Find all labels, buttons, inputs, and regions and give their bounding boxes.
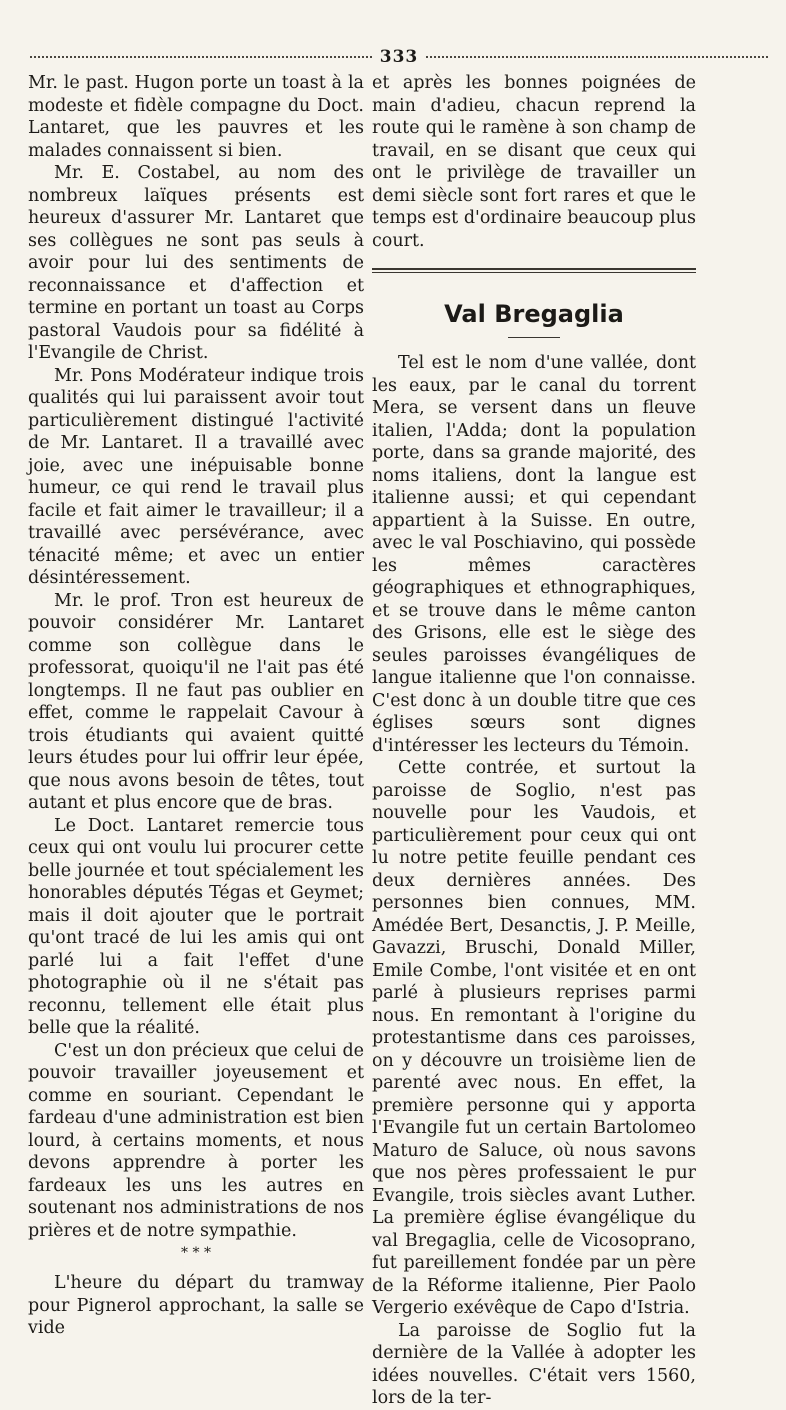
paragraph-continuation: et après les bonnes poignées de main d'adieu, chacun reprend la route qui le ramène à son champ de travail, en se disant que ceux qui ont le privilège de travailler un demi siècle sont fort rares et que le temps est d'ordinaire beaucoup plus court. xyxy=(372,73,696,251)
page-number: 333 xyxy=(379,47,419,67)
paragraph: L'heure du départ du tramway pour Pignerol approchant, la salle se vide xyxy=(28,1273,364,1338)
header-rule-left xyxy=(30,56,372,58)
title-underline xyxy=(508,337,560,338)
paragraph: Mr. E. Costabel, au nom des nombreux laïques présents est heureux d'assurer Mr. Lantaret que ses collègues ne sont pas seuls à avoir pour lui des sentiments de reconnaissance et d'affection et termine en portant un toast au Corps pastoral Vaudois pour sa fidélité à l'Evangile de Christ. xyxy=(28,163,364,363)
section-title: Val Bregaglia xyxy=(444,300,624,328)
paragraph: C'est un don précieux que celui de pouvoir travailler joyeusement et comme en souriant. Cependant le fardeau d'une administration est bien lourd, à certains moments, et nous devons apprendre à porter les fardeaux les uns les autres en soutenant nos administrations de nos prières et de notre sympathie. xyxy=(28,1040,364,1241)
section-divider xyxy=(372,268,696,273)
section-separator: * * * xyxy=(181,1245,211,1261)
left-column xyxy=(28,72,364,1340)
right-column xyxy=(372,72,696,1410)
paragraph: Mr. Pons Modérateur indique trois qualités qui lui paraissent avoir tout particulièrement distingué l'activité de Mr. Lantaret. Il a travaillé avec joie, avec une inépuisable bonne humeur, ce qui rend le travail plus facile et fait aimer le travailleur; il a travaillé avec persévérance, avec ténacité même; et avec un entier désintéressement. xyxy=(28,365,364,588)
paragraph: Mr. le past. Hugon porte un toast à la modeste et fidèle compagne du Doct. Lantaret, que les pauvres et les malades connaissent si bien. xyxy=(28,73,364,161)
header-rule-right xyxy=(426,56,768,58)
page-header xyxy=(30,44,768,70)
paragraph: Cette contrée, et surtout la paroisse de Soglio, n'est pas nouvelle pour les Vaudois, et particulièrement pour ceux qui ont lu notre petite feuille pendant ces deux dernières années. Des personnes bien connues, MM. Amédée Bert, Desanctis, J. P. Meille, Gavazzi, Bruschi, Donald Miller, Emile Combe, l'ont visitée et en ont parlé à plusieurs reprises parmi nous. En remontant à l'origine du protestantisme dans ces paroisses, on y découvre un troisième lien de parenté avec nous. En effet, la première personne qui y apporta l'Evangile fut un certain Bartolomeo Maturo de Saluce, où nous savons que nos pères professaient le pur Evangile, trois siècles avant Luther. La première église évangélique du val Bregaglia, celle de Vicosoprano, fut pareillement fondée par un père de la Réforme italienne, Pier Paolo Vergerio exévêque de Capo d'Istria. xyxy=(372,758,696,1318)
paragraph: Mr. le prof. Tron est heureux de pouvoir considérer Mr. Lantaret comme son collègue dans le professorat, quoiqu'il ne l'ait pas été longtemps. Il ne faut pas oublier en effet, comme le rappelait Cavour à trois étudiants qui avaient quitté leurs études pour lui offrir leur épée, que nous avons besoin de têtes, tout autant et plus encore que de bras. xyxy=(28,590,364,813)
paragraph: Le Doct. Lantaret remercie tous ceux qui ont voulu lui procurer cette belle journée et tout spécialement les honorables députés Tégas et Geymet; mais il doit ajouter que le portrait qu'ont tracé de lui les amis qui ont parlé lui a fait l'effet d'une photographie où il ne s'était pas reconnu, tellement elle était plus belle que la réalité. xyxy=(28,815,364,1038)
paragraph: La paroisse de Soglio fut la dernière de la Vallée à adopter les idées nouvelles. C'était vers 1560, lors de la ter- xyxy=(372,1320,696,1408)
paragraph: Tel est le nom d'une vallée, dont les eaux, par le canal du torrent Mera, se versent dans un fleuve italien, l'Adda; dont la population porte, dans sa grande majorité, des noms italiens, dont la langue est italienne aussi; et qui cependant appartient à la Suisse. En outre, avec le val Poschiavino, qui possède les mêmes caractères géographiques et ethnographiques, et se trouve dans le même canton des Grisons, elle est le siège des seules paroisses évangéliques de langue italienne que l'on connaisse. C'est donc à un double titre que ces églises sœurs sont dignes d'intéresser les lecteurs du Témoin. xyxy=(372,353,696,756)
